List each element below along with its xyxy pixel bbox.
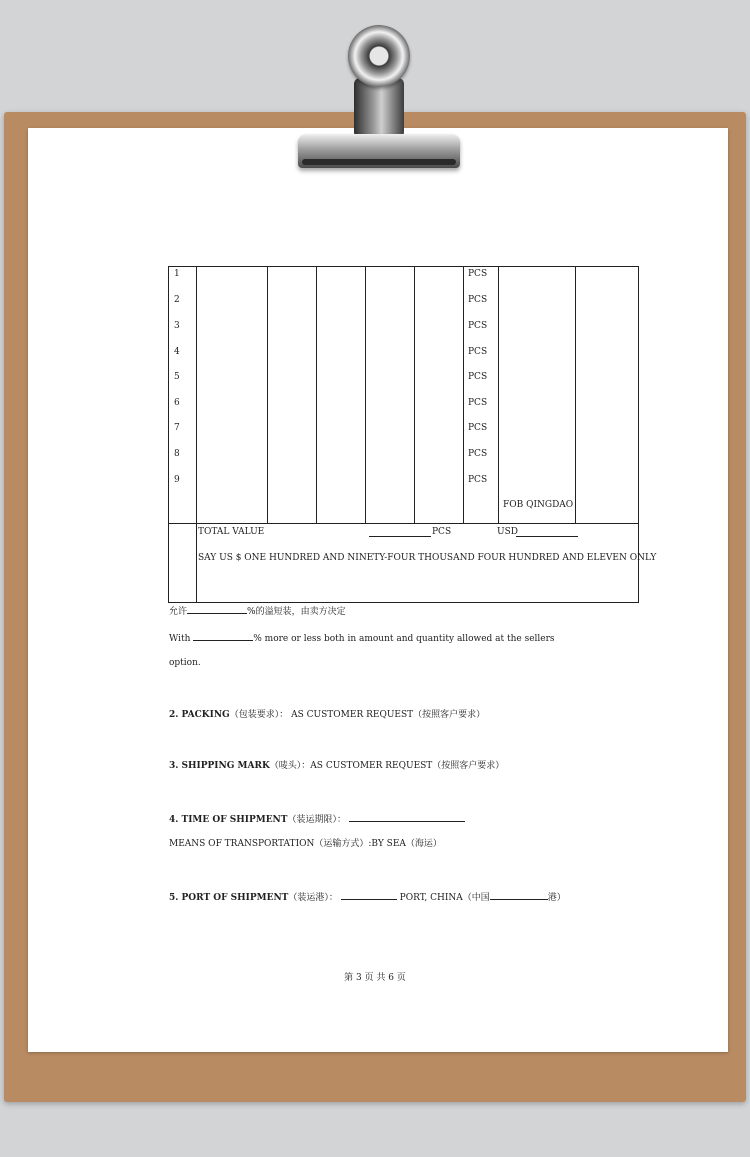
clip-ring — [348, 25, 410, 87]
tolerance-zh-blank[interactable] — [187, 604, 247, 614]
port-name-blank[interactable] — [341, 890, 397, 900]
packing-clause — [169, 709, 485, 721]
total-amount-blank[interactable] — [516, 527, 578, 537]
shipping-mark-value: AS CUSTOMER REQUEST（按照客户要求） — [310, 761, 505, 771]
packing-value: AS CUSTOMER REQUEST（按照客户要求） — [291, 710, 486, 720]
row-number: 5 — [174, 372, 180, 382]
row-number: 9 — [174, 475, 180, 485]
time-of-shipment-blank[interactable] — [349, 812, 465, 822]
row-unit: PCS — [468, 269, 488, 279]
shipping-mark-zh: （唛头）： — [269, 761, 311, 771]
transport-clause: MEANS OF TRANSPORTATION（运输方式）:BY SEA（海运） — [169, 839, 442, 849]
row-unit: PCS — [468, 449, 488, 459]
tolerance-en-suffix: % more or less both in amount and quantity allowed at the sellers — [253, 634, 555, 644]
time-of-shipment-clause — [169, 812, 465, 826]
row-unit: PCS — [468, 475, 488, 485]
tolerance-en-blank[interactable] — [193, 631, 253, 641]
row-unit: PCS — [468, 295, 488, 305]
time-zh: （装运期限）： — [287, 815, 346, 825]
port-of-shipment-clause — [169, 890, 566, 904]
tolerance-en-continued: option. — [169, 658, 201, 668]
row-number: 8 — [174, 449, 180, 459]
row-unit: PCS — [468, 423, 488, 433]
tolerance-en-prefix: With — [169, 634, 191, 644]
row-unit: PCS — [468, 321, 488, 331]
port-mid: PORT, CHINA（中国 — [399, 893, 490, 903]
time-label: 4. TIME OF SHIPMENT — [169, 815, 288, 825]
row-number: 2 — [174, 295, 180, 305]
shipping-mark-label: 3. SHIPPING MARK — [169, 761, 270, 771]
tolerance-zh — [169, 604, 346, 618]
clip-base — [298, 134, 460, 168]
packing-label: 2. PACKING — [169, 710, 230, 720]
shipping-mark-clause — [169, 760, 504, 772]
total-unit: PCS — [432, 527, 452, 537]
row-unit: PCS — [468, 372, 488, 382]
port-label: 5. PORT OF SHIPMENT — [169, 893, 289, 903]
clip-neck — [354, 78, 404, 138]
row-number: 4 — [174, 347, 180, 357]
row-number: 6 — [174, 398, 180, 408]
row-unit: PCS — [468, 347, 488, 357]
row-number: 1 — [174, 269, 180, 279]
fob-term: FOB QINGDAO — [503, 500, 574, 510]
port-zh-blank[interactable] — [490, 890, 548, 900]
total-value-label: TOTAL VALUE — [198, 527, 265, 537]
tolerance-zh-prefix: 允许 — [169, 607, 188, 617]
tolerance-en — [169, 631, 555, 645]
amount-in-words: SAY US $ ONE HUNDRED AND NINETY-FOUR THOUSAND FOUR HUNDRED AND ELEVEN ONLY — [198, 553, 657, 563]
packing-zh: （包装要求）： — [229, 710, 289, 720]
row-unit: PCS — [468, 398, 488, 408]
page-number-footer: 第 3 页 共 6 页 — [344, 973, 406, 983]
port-zh: （装运港）： — [288, 893, 338, 903]
row-number: 3 — [174, 321, 180, 331]
total-quantity-blank[interactable] — [369, 527, 431, 537]
total-currency: USD — [497, 527, 518, 537]
row-number: 7 — [174, 423, 180, 433]
tolerance-zh-suffix: %的溢短装，由卖方决定 — [247, 607, 346, 617]
port-end: 港） — [547, 893, 566, 903]
